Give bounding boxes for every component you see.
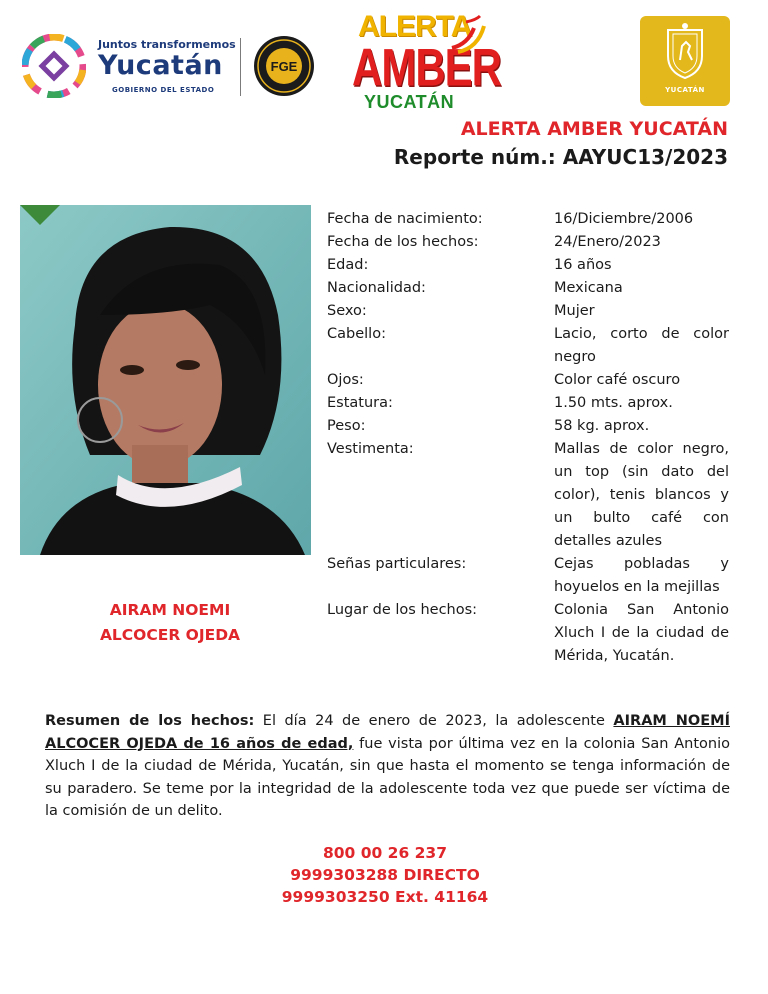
- details-table: [327, 208, 729, 668]
- detail-row: [327, 438, 729, 553]
- detail-value: 16 años: [554, 257, 612, 273]
- detail-value: Cejas pobladas y hoyuelos en la mejillas: [554, 556, 729, 595]
- detail-value: Mexicana: [554, 280, 623, 296]
- detail-value: Mallas de color negro, un top (sin dato del color), tenis blancos y un bulto café con detalles azules: [554, 441, 729, 549]
- detail-value: Mujer: [554, 303, 595, 319]
- detail-value: 1.50 mts. aprox.: [554, 395, 673, 411]
- contact-phones: [240, 842, 530, 908]
- fge-label: FGE: [270, 59, 298, 74]
- detail-row: [327, 231, 729, 254]
- summary-paragraph: [45, 710, 730, 823]
- detail-row: [327, 553, 729, 599]
- summary-text-2: fue vista por última vez en la colonia San Antonio Xluch I de la ciudad de Mérida, Yucatán, sin que hasta el momento se tenga información de su paradero. Se teme por la integridad de la adolescente toda vez que puede ser víctima de la comisión de un delito.: [45, 735, 730, 819]
- detail-row: [327, 599, 729, 668]
- detail-row: [327, 415, 729, 438]
- portrait-illustration: [20, 205, 311, 555]
- alerta-amber-logo: [352, 8, 501, 114]
- gov-tagline: Juntos transformemos: [98, 38, 236, 51]
- detail-label: Edad:: [327, 257, 369, 273]
- yucatan-emblem-icon: [22, 34, 86, 98]
- detail-value: 58 kg. aprox.: [554, 418, 650, 434]
- detail-value: Color café oscuro: [554, 372, 681, 388]
- detail-label: Nacionalidad:: [327, 280, 426, 296]
- summary-lead: Resumen de los hechos:: [45, 713, 255, 729]
- detail-row: [327, 392, 729, 415]
- detail-label: Cabello:: [327, 326, 386, 342]
- detail-value: 24/Enero/2023: [554, 234, 661, 250]
- detail-label: Ojos:: [327, 372, 364, 388]
- detail-label: Estatura:: [327, 395, 393, 411]
- logo-divider: [240, 38, 241, 96]
- signal-waves-icon: [448, 14, 490, 54]
- phone-number: 9999303288 DIRECTO: [290, 866, 480, 884]
- coat-of-arms-icon: [640, 16, 730, 86]
- person-name-line2: ALCOCER OJEDA: [99, 626, 241, 644]
- phone-number: 9999303250 Ext. 41164: [281, 888, 489, 906]
- detail-row: [327, 323, 729, 369]
- detail-value: Lacio, corto de color negro: [554, 326, 729, 365]
- summary-highlight: AIRAM NOEMÍ ALCOCER OJEDA de 16 años de edad,: [45, 713, 730, 752]
- missing-person-photo: [20, 205, 311, 555]
- detail-label: Señas particulares:: [327, 556, 467, 572]
- yucatan-coat-of-arms: [640, 16, 730, 106]
- detail-row: [327, 208, 729, 231]
- person-name-line1: AIRAM NOEMI: [109, 601, 231, 619]
- detail-label: Fecha de los hechos:: [327, 234, 479, 250]
- detail-value: 16/Diciembre/2006: [554, 211, 694, 227]
- gov-subtitle: GOBIERNO DEL ESTADO: [112, 86, 215, 94]
- phone-number: 800 00 26 237: [322, 844, 448, 862]
- detail-label: Vestimenta:: [327, 441, 414, 457]
- alert-title: ALERTA AMBER YUCATÁN: [460, 118, 728, 140]
- gobierno-yucatan-logo: [22, 32, 242, 102]
- detail-value: Colonia San Antonio Xluch I de la ciudad de Mérida, Yucatán.: [554, 602, 729, 664]
- gov-name: Yucatán: [98, 50, 223, 81]
- detail-row: [327, 369, 729, 392]
- amber-logo-line3: YUCATÁN: [364, 92, 455, 112]
- detail-row: [327, 300, 729, 323]
- detail-label: Fecha de nacimiento:: [327, 211, 483, 227]
- amber-logo-line1: ALERTA: [358, 10, 472, 43]
- detail-label: Lugar de los hechos:: [327, 602, 478, 618]
- report-number: Reporte núm.: AAYUC13/2023: [393, 145, 728, 169]
- fge-seal-icon: [253, 35, 315, 97]
- coat-of-arms-label: YUCATÁN: [665, 86, 705, 94]
- detail-row: [327, 277, 729, 300]
- missing-person-name: [60, 598, 280, 648]
- detail-label: Peso:: [327, 418, 366, 434]
- detail-label: Sexo:: [327, 303, 367, 319]
- amber-logo-line2: AMBER: [352, 38, 501, 97]
- summary-text-1: El día 24 de enero de 2023, la adolescente: [254, 713, 614, 729]
- detail-row: [327, 254, 729, 277]
